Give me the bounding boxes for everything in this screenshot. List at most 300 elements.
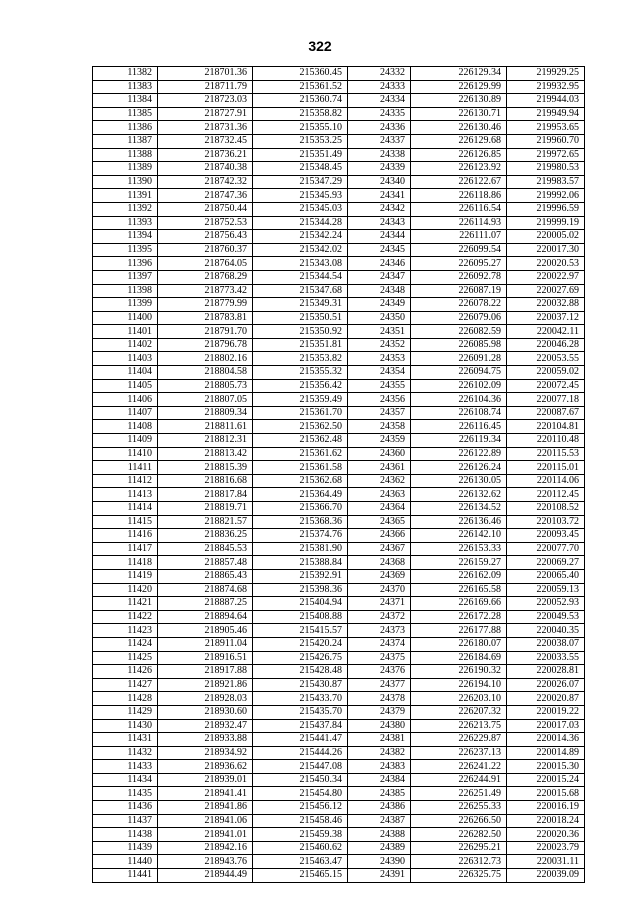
cell-y-coordinate-a: 215398.36 xyxy=(253,583,348,597)
table-row xyxy=(93,637,585,651)
cell-x-coordinate-a: 218928.03 xyxy=(158,692,253,706)
cell-y-coordinate-b: 219972.65 xyxy=(507,148,585,162)
cell-x-coordinate-b: 226092.78 xyxy=(411,270,507,284)
cell-x-coordinate-a: 218916.51 xyxy=(158,651,253,665)
cell-y-coordinate-b: 220077.18 xyxy=(507,393,585,407)
cell-y-coordinate-a: 215441.47 xyxy=(253,733,348,747)
cell-x-coordinate-b: 226282.50 xyxy=(411,828,507,842)
cell-x-coordinate-b: 226085.98 xyxy=(411,338,507,352)
cell-point-number-b: 24364 xyxy=(348,502,411,516)
cell-y-coordinate-b: 220015.24 xyxy=(507,773,585,787)
cell-x-coordinate-a: 218812.31 xyxy=(158,434,253,448)
cell-x-coordinate-a: 218804.58 xyxy=(158,366,253,380)
cell-x-coordinate-b: 226119.34 xyxy=(411,434,507,448)
cell-point-number-a: 11441 xyxy=(93,869,158,883)
cell-point-number-b: 24352 xyxy=(348,338,411,352)
table-row xyxy=(93,529,585,543)
cell-x-coordinate-a: 218711.79 xyxy=(158,80,253,94)
cell-x-coordinate-a: 218941.01 xyxy=(158,828,253,842)
cell-y-coordinate-a: 215435.70 xyxy=(253,705,348,719)
cell-x-coordinate-a: 218942.16 xyxy=(158,841,253,855)
table-row xyxy=(93,352,585,366)
cell-point-number-a: 11386 xyxy=(93,121,158,135)
table-row xyxy=(93,270,585,284)
cell-y-coordinate-b: 220059.13 xyxy=(507,583,585,597)
cell-point-number-a: 11409 xyxy=(93,434,158,448)
cell-x-coordinate-a: 218943.76 xyxy=(158,855,253,869)
cell-x-coordinate-a: 218813.42 xyxy=(158,447,253,461)
cell-point-number-b: 24355 xyxy=(348,379,411,393)
coordinates-table-body xyxy=(93,67,585,883)
cell-y-coordinate-a: 215374.76 xyxy=(253,529,348,543)
cell-point-number-b: 24373 xyxy=(348,624,411,638)
cell-point-number-a: 11428 xyxy=(93,692,158,706)
cell-point-number-b: 24357 xyxy=(348,406,411,420)
cell-x-coordinate-a: 218941.06 xyxy=(158,814,253,828)
cell-y-coordinate-b: 220005.02 xyxy=(507,230,585,244)
cell-y-coordinate-b: 220059.02 xyxy=(507,366,585,380)
table-row xyxy=(93,502,585,516)
table-row xyxy=(93,148,585,162)
table-row xyxy=(93,189,585,203)
cell-point-number-b: 24375 xyxy=(348,651,411,665)
cell-x-coordinate-b: 226116.45 xyxy=(411,420,507,434)
cell-point-number-b: 24341 xyxy=(348,189,411,203)
cell-point-number-b: 24347 xyxy=(348,270,411,284)
cell-y-coordinate-a: 215362.68 xyxy=(253,474,348,488)
cell-y-coordinate-b: 220017.30 xyxy=(507,243,585,257)
cell-y-coordinate-a: 215361.70 xyxy=(253,406,348,420)
cell-point-number-a: 11431 xyxy=(93,733,158,747)
cell-y-coordinate-a: 215364.49 xyxy=(253,488,348,502)
cell-x-coordinate-b: 226122.89 xyxy=(411,447,507,461)
cell-y-coordinate-a: 215404.94 xyxy=(253,597,348,611)
cell-x-coordinate-a: 218941.86 xyxy=(158,801,253,815)
cell-y-coordinate-b: 220032.88 xyxy=(507,298,585,312)
table-row xyxy=(93,583,585,597)
cell-y-coordinate-a: 215353.25 xyxy=(253,134,348,148)
cell-point-number-a: 11430 xyxy=(93,719,158,733)
cell-x-coordinate-a: 218845.53 xyxy=(158,542,253,556)
cell-x-coordinate-a: 218727.91 xyxy=(158,107,253,121)
cell-point-number-b: 24342 xyxy=(348,202,411,216)
cell-point-number-a: 11406 xyxy=(93,393,158,407)
table-row xyxy=(93,80,585,94)
cell-y-coordinate-a: 215415.57 xyxy=(253,624,348,638)
cell-y-coordinate-a: 215358.82 xyxy=(253,107,348,121)
cell-point-number-a: 11424 xyxy=(93,637,158,651)
cell-y-coordinate-b: 219960.70 xyxy=(507,134,585,148)
cell-y-coordinate-b: 220027.69 xyxy=(507,284,585,298)
cell-y-coordinate-a: 215460.62 xyxy=(253,841,348,855)
cell-x-coordinate-b: 226130.89 xyxy=(411,94,507,108)
cell-y-coordinate-b: 220033.55 xyxy=(507,651,585,665)
cell-point-number-a: 11404 xyxy=(93,366,158,380)
cell-y-coordinate-a: 215444.26 xyxy=(253,746,348,760)
cell-point-number-a: 11397 xyxy=(93,270,158,284)
table-row xyxy=(93,134,585,148)
cell-x-coordinate-b: 226130.05 xyxy=(411,474,507,488)
cell-x-coordinate-a: 218933.88 xyxy=(158,733,253,747)
cell-y-coordinate-a: 215450.34 xyxy=(253,773,348,787)
cell-y-coordinate-a: 215454.80 xyxy=(253,787,348,801)
cell-y-coordinate-a: 215360.45 xyxy=(253,67,348,81)
cell-point-number-b: 24345 xyxy=(348,243,411,257)
cell-point-number-a: 11435 xyxy=(93,787,158,801)
cell-x-coordinate-a: 218857.48 xyxy=(158,556,253,570)
cell-x-coordinate-a: 218760.37 xyxy=(158,243,253,257)
cell-y-coordinate-a: 215344.54 xyxy=(253,270,348,284)
cell-point-number-b: 24376 xyxy=(348,665,411,679)
cell-y-coordinate-a: 215463.47 xyxy=(253,855,348,869)
cell-point-number-b: 24358 xyxy=(348,420,411,434)
cell-point-number-a: 11432 xyxy=(93,746,158,760)
cell-x-coordinate-a: 218764.05 xyxy=(158,257,253,271)
cell-x-coordinate-a: 218941.41 xyxy=(158,787,253,801)
cell-x-coordinate-b: 226177.88 xyxy=(411,624,507,638)
cell-x-coordinate-b: 226118.86 xyxy=(411,189,507,203)
cell-x-coordinate-b: 226129.68 xyxy=(411,134,507,148)
cell-y-coordinate-b: 220112.45 xyxy=(507,488,585,502)
cell-y-coordinate-a: 215356.42 xyxy=(253,379,348,393)
cell-x-coordinate-b: 226078.22 xyxy=(411,298,507,312)
cell-y-coordinate-b: 219983.57 xyxy=(507,175,585,189)
cell-x-coordinate-a: 218944.49 xyxy=(158,869,253,883)
cell-point-number-a: 11414 xyxy=(93,502,158,516)
cell-x-coordinate-a: 218917.88 xyxy=(158,665,253,679)
cell-x-coordinate-a: 218740.38 xyxy=(158,162,253,176)
cell-point-number-a: 11438 xyxy=(93,828,158,842)
cell-y-coordinate-b: 220016.19 xyxy=(507,801,585,815)
cell-x-coordinate-b: 226130.71 xyxy=(411,107,507,121)
cell-point-number-b: 24377 xyxy=(348,678,411,692)
cell-point-number-b: 24362 xyxy=(348,474,411,488)
cell-point-number-b: 24349 xyxy=(348,298,411,312)
cell-point-number-b: 24343 xyxy=(348,216,411,230)
cell-point-number-a: 11427 xyxy=(93,678,158,692)
cell-point-number-a: 11415 xyxy=(93,515,158,529)
cell-y-coordinate-b: 219992.06 xyxy=(507,189,585,203)
cell-point-number-b: 24361 xyxy=(348,461,411,475)
cell-x-coordinate-a: 218811.61 xyxy=(158,420,253,434)
table-row xyxy=(93,474,585,488)
cell-point-number-b: 24344 xyxy=(348,230,411,244)
cell-point-number-b: 24367 xyxy=(348,542,411,556)
cell-y-coordinate-a: 215430.87 xyxy=(253,678,348,692)
table-row xyxy=(93,325,585,339)
cell-x-coordinate-b: 226244.91 xyxy=(411,773,507,787)
cell-y-coordinate-a: 215361.62 xyxy=(253,447,348,461)
cell-x-coordinate-b: 226132.62 xyxy=(411,488,507,502)
cell-x-coordinate-a: 218836.25 xyxy=(158,529,253,543)
cell-y-coordinate-b: 220115.01 xyxy=(507,461,585,475)
table-row xyxy=(93,393,585,407)
cell-x-coordinate-b: 226142.10 xyxy=(411,529,507,543)
cell-x-coordinate-b: 226102.09 xyxy=(411,379,507,393)
page-number: 322 xyxy=(308,38,332,54)
cell-x-coordinate-a: 218939.01 xyxy=(158,773,253,787)
cell-point-number-b: 24390 xyxy=(348,855,411,869)
cell-point-number-b: 24337 xyxy=(348,134,411,148)
cell-point-number-b: 24382 xyxy=(348,746,411,760)
cell-point-number-b: 24368 xyxy=(348,556,411,570)
cell-point-number-b: 24383 xyxy=(348,760,411,774)
cell-x-coordinate-b: 226094.75 xyxy=(411,366,507,380)
cell-y-coordinate-b: 220026.07 xyxy=(507,678,585,692)
cell-x-coordinate-a: 218750.44 xyxy=(158,202,253,216)
table-row xyxy=(93,828,585,842)
table-row xyxy=(93,733,585,747)
cell-point-number-b: 24332 xyxy=(348,67,411,81)
cell-point-number-a: 11399 xyxy=(93,298,158,312)
table-row xyxy=(93,542,585,556)
cell-point-number-a: 11383 xyxy=(93,80,158,94)
cell-point-number-a: 11412 xyxy=(93,474,158,488)
table-row xyxy=(93,841,585,855)
cell-point-number-a: 11395 xyxy=(93,243,158,257)
cell-x-coordinate-b: 226111.07 xyxy=(411,230,507,244)
table-row xyxy=(93,773,585,787)
cell-x-coordinate-b: 226079.06 xyxy=(411,311,507,325)
cell-x-coordinate-b: 226203.10 xyxy=(411,692,507,706)
cell-point-number-a: 11413 xyxy=(93,488,158,502)
cell-point-number-a: 11417 xyxy=(93,542,158,556)
cell-x-coordinate-b: 226104.36 xyxy=(411,393,507,407)
cell-y-coordinate-b: 220042.11 xyxy=(507,325,585,339)
cell-point-number-a: 11437 xyxy=(93,814,158,828)
table-row xyxy=(93,379,585,393)
cell-point-number-a: 11410 xyxy=(93,447,158,461)
cell-y-coordinate-b: 220072.45 xyxy=(507,379,585,393)
cell-y-coordinate-b: 220046.28 xyxy=(507,338,585,352)
table-row xyxy=(93,624,585,638)
cell-point-number-b: 24338 xyxy=(348,148,411,162)
cell-x-coordinate-a: 218819.71 xyxy=(158,502,253,516)
cell-x-coordinate-a: 218805.73 xyxy=(158,379,253,393)
cell-y-coordinate-b: 220017.03 xyxy=(507,719,585,733)
cell-x-coordinate-b: 226312.73 xyxy=(411,855,507,869)
cell-y-coordinate-a: 215347.29 xyxy=(253,175,348,189)
cell-y-coordinate-b: 220053.55 xyxy=(507,352,585,366)
cell-x-coordinate-a: 218752.53 xyxy=(158,216,253,230)
table-row xyxy=(93,801,585,815)
table-row xyxy=(93,311,585,325)
cell-x-coordinate-b: 226126.24 xyxy=(411,461,507,475)
cell-y-coordinate-b: 220028.81 xyxy=(507,665,585,679)
cell-point-number-a: 11418 xyxy=(93,556,158,570)
cell-y-coordinate-b: 220022.97 xyxy=(507,270,585,284)
cell-point-number-a: 11400 xyxy=(93,311,158,325)
table-row xyxy=(93,556,585,570)
cell-x-coordinate-b: 226190.32 xyxy=(411,665,507,679)
cell-y-coordinate-b: 220065.40 xyxy=(507,569,585,583)
cell-x-coordinate-a: 218894.64 xyxy=(158,610,253,624)
cell-point-number-b: 24371 xyxy=(348,597,411,611)
table-row xyxy=(93,515,585,529)
cell-point-number-b: 24366 xyxy=(348,529,411,543)
table-row xyxy=(93,366,585,380)
cell-x-coordinate-a: 218821.57 xyxy=(158,515,253,529)
cell-x-coordinate-a: 218936.62 xyxy=(158,760,253,774)
table-row xyxy=(93,175,585,189)
cell-y-coordinate-b: 219932.95 xyxy=(507,80,585,94)
cell-point-number-b: 24372 xyxy=(348,610,411,624)
cell-point-number-a: 11382 xyxy=(93,67,158,81)
cell-x-coordinate-b: 226266.50 xyxy=(411,814,507,828)
cell-y-coordinate-b: 220104.81 xyxy=(507,420,585,434)
cell-x-coordinate-a: 218791.70 xyxy=(158,325,253,339)
table-row xyxy=(93,569,585,583)
cell-point-number-a: 11422 xyxy=(93,610,158,624)
cell-y-coordinate-b: 220014.89 xyxy=(507,746,585,760)
cell-y-coordinate-a: 215345.93 xyxy=(253,189,348,203)
cell-x-coordinate-a: 218817.84 xyxy=(158,488,253,502)
cell-y-coordinate-a: 215349.31 xyxy=(253,298,348,312)
cell-y-coordinate-b: 220020.36 xyxy=(507,828,585,842)
cell-y-coordinate-b: 220015.30 xyxy=(507,760,585,774)
table-row xyxy=(93,216,585,230)
cell-point-number-a: 11387 xyxy=(93,134,158,148)
table-row xyxy=(93,869,585,883)
cell-point-number-b: 24335 xyxy=(348,107,411,121)
cell-point-number-a: 11421 xyxy=(93,597,158,611)
cell-x-coordinate-b: 226237.13 xyxy=(411,746,507,760)
cell-y-coordinate-b: 220087.67 xyxy=(507,406,585,420)
cell-x-coordinate-a: 218930.60 xyxy=(158,705,253,719)
cell-x-coordinate-a: 218747.36 xyxy=(158,189,253,203)
cell-x-coordinate-a: 218736.21 xyxy=(158,148,253,162)
cell-y-coordinate-b: 220049.53 xyxy=(507,610,585,624)
cell-point-number-b: 24348 xyxy=(348,284,411,298)
cell-y-coordinate-a: 215355.10 xyxy=(253,121,348,135)
cell-x-coordinate-b: 226169.66 xyxy=(411,597,507,611)
cell-y-coordinate-a: 215426.75 xyxy=(253,651,348,665)
cell-y-coordinate-a: 215433.70 xyxy=(253,692,348,706)
cell-x-coordinate-b: 226129.34 xyxy=(411,67,507,81)
cell-y-coordinate-a: 215359.49 xyxy=(253,393,348,407)
table-row xyxy=(93,94,585,108)
cell-y-coordinate-a: 215345.03 xyxy=(253,202,348,216)
table-row xyxy=(93,243,585,257)
cell-x-coordinate-a: 218874.68 xyxy=(158,583,253,597)
cell-x-coordinate-b: 226172.28 xyxy=(411,610,507,624)
cell-point-number-b: 24354 xyxy=(348,366,411,380)
cell-y-coordinate-a: 215437.84 xyxy=(253,719,348,733)
cell-point-number-a: 11433 xyxy=(93,760,158,774)
cell-y-coordinate-a: 215366.70 xyxy=(253,502,348,516)
cell-y-coordinate-b: 220077.70 xyxy=(507,542,585,556)
cell-y-coordinate-a: 215388.84 xyxy=(253,556,348,570)
cell-y-coordinate-a: 215361.52 xyxy=(253,80,348,94)
cell-point-number-b: 24353 xyxy=(348,352,411,366)
cell-point-number-a: 11391 xyxy=(93,189,158,203)
cell-point-number-a: 11419 xyxy=(93,569,158,583)
cell-point-number-a: 11423 xyxy=(93,624,158,638)
cell-point-number-a: 11411 xyxy=(93,461,158,475)
coordinates-table xyxy=(92,66,585,883)
cell-point-number-a: 11408 xyxy=(93,420,158,434)
cell-y-coordinate-b: 220040.35 xyxy=(507,624,585,638)
cell-x-coordinate-b: 226295.21 xyxy=(411,841,507,855)
table-row xyxy=(93,202,585,216)
cell-x-coordinate-a: 218783.81 xyxy=(158,311,253,325)
cell-y-coordinate-b: 220038.07 xyxy=(507,637,585,651)
cell-x-coordinate-b: 226091.28 xyxy=(411,352,507,366)
cell-y-coordinate-b: 220039.09 xyxy=(507,869,585,883)
cell-point-number-b: 24365 xyxy=(348,515,411,529)
cell-point-number-a: 11439 xyxy=(93,841,158,855)
cell-x-coordinate-a: 218905.46 xyxy=(158,624,253,638)
cell-x-coordinate-b: 226162.09 xyxy=(411,569,507,583)
cell-x-coordinate-a: 218865.43 xyxy=(158,569,253,583)
cell-y-coordinate-b: 219929.25 xyxy=(507,67,585,81)
cell-y-coordinate-b: 220103.72 xyxy=(507,515,585,529)
cell-y-coordinate-a: 215344.28 xyxy=(253,216,348,230)
cell-x-coordinate-a: 218934.92 xyxy=(158,746,253,760)
table-row xyxy=(93,121,585,135)
cell-point-number-a: 11396 xyxy=(93,257,158,271)
cell-point-number-a: 11440 xyxy=(93,855,158,869)
table-row xyxy=(93,447,585,461)
cell-x-coordinate-b: 226213.75 xyxy=(411,719,507,733)
cell-point-number-b: 24363 xyxy=(348,488,411,502)
cell-x-coordinate-a: 218809.34 xyxy=(158,406,253,420)
cell-point-number-b: 24370 xyxy=(348,583,411,597)
cell-y-coordinate-a: 215459.38 xyxy=(253,828,348,842)
cell-point-number-b: 24356 xyxy=(348,393,411,407)
cell-point-number-b: 24334 xyxy=(348,94,411,108)
cell-y-coordinate-b: 220114.06 xyxy=(507,474,585,488)
table-row xyxy=(93,434,585,448)
cell-y-coordinate-b: 220018.24 xyxy=(507,814,585,828)
cell-point-number-a: 11389 xyxy=(93,162,158,176)
cell-point-number-a: 11416 xyxy=(93,529,158,543)
cell-point-number-b: 24385 xyxy=(348,787,411,801)
cell-point-number-b: 24359 xyxy=(348,434,411,448)
cell-point-number-b: 24378 xyxy=(348,692,411,706)
cell-x-coordinate-b: 226165.58 xyxy=(411,583,507,597)
cell-y-coordinate-b: 220093.45 xyxy=(507,529,585,543)
cell-point-number-b: 24391 xyxy=(348,869,411,883)
cell-point-number-b: 24351 xyxy=(348,325,411,339)
cell-y-coordinate-a: 215342.02 xyxy=(253,243,348,257)
cell-x-coordinate-b: 226126.85 xyxy=(411,148,507,162)
cell-point-number-b: 24346 xyxy=(348,257,411,271)
cell-point-number-a: 11420 xyxy=(93,583,158,597)
cell-point-number-b: 24386 xyxy=(348,801,411,815)
cell-x-coordinate-b: 226325.75 xyxy=(411,869,507,883)
table-row xyxy=(93,107,585,121)
cell-point-number-b: 24339 xyxy=(348,162,411,176)
cell-x-coordinate-b: 226114.93 xyxy=(411,216,507,230)
cell-y-coordinate-a: 215353.82 xyxy=(253,352,348,366)
cell-y-coordinate-a: 215361.58 xyxy=(253,461,348,475)
cell-x-coordinate-b: 226095.27 xyxy=(411,257,507,271)
cell-x-coordinate-b: 226130.46 xyxy=(411,121,507,135)
table-row xyxy=(93,705,585,719)
cell-point-number-a: 11390 xyxy=(93,175,158,189)
table-row xyxy=(93,298,585,312)
cell-point-number-b: 24374 xyxy=(348,637,411,651)
cell-y-coordinate-b: 220019.22 xyxy=(507,705,585,719)
cell-x-coordinate-a: 218802.16 xyxy=(158,352,253,366)
cell-x-coordinate-b: 226123.92 xyxy=(411,162,507,176)
cell-x-coordinate-a: 218932.47 xyxy=(158,719,253,733)
cell-point-number-b: 24360 xyxy=(348,447,411,461)
cell-y-coordinate-a: 215408.88 xyxy=(253,610,348,624)
cell-point-number-b: 24379 xyxy=(348,705,411,719)
cell-point-number-a: 11403 xyxy=(93,352,158,366)
